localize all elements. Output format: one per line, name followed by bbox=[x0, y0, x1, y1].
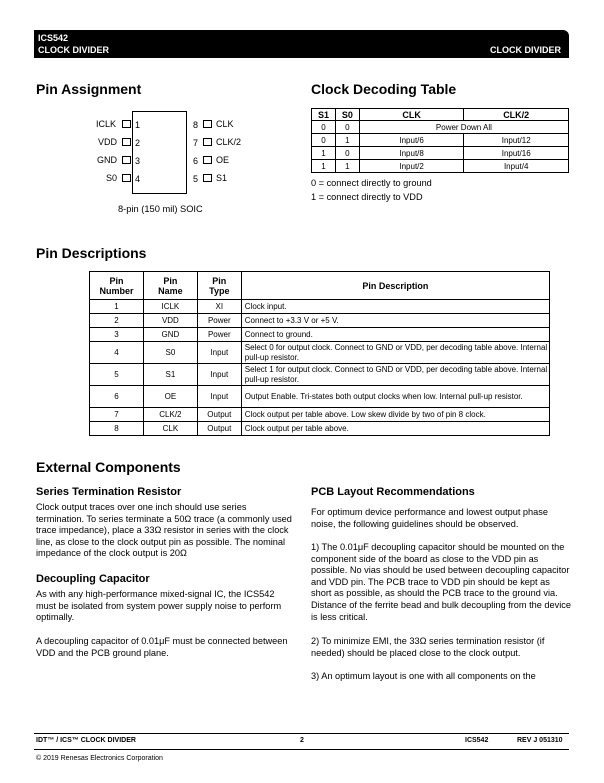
pin-assignment-title: Pin Assignment bbox=[36, 81, 142, 97]
table-row bbox=[90, 314, 550, 328]
decoding-header: S1 bbox=[312, 109, 336, 121]
pd-header: Pin Name bbox=[143, 272, 197, 300]
table-row bbox=[90, 386, 550, 408]
pd-header: Pin Type bbox=[197, 272, 241, 300]
table-row bbox=[90, 408, 550, 422]
decoding-cell: 0 bbox=[312, 121, 336, 134]
pin-left-number: 1 bbox=[135, 120, 141, 130]
decoding-header: S0 bbox=[335, 109, 359, 121]
header-product: ICS542 bbox=[38, 33, 69, 43]
table-row bbox=[312, 160, 569, 173]
chip-outline bbox=[132, 111, 187, 194]
pd-cell: S0 bbox=[143, 342, 197, 364]
decoding-cell: Input/6 bbox=[359, 134, 464, 147]
decoding-header: CLK/2 bbox=[464, 109, 569, 121]
table-row bbox=[90, 364, 550, 386]
pd-cell: 4 bbox=[90, 342, 144, 364]
pcb-layout-title: PCB Layout Recommendations bbox=[311, 486, 475, 498]
series-termination-title: Series Termination Resistor bbox=[36, 486, 182, 498]
decoding-cell: Input/4 bbox=[464, 160, 569, 173]
pd-cell: Connect to ground. bbox=[241, 328, 549, 342]
pd-cell: GND bbox=[143, 328, 197, 342]
pin-right-name: OE bbox=[216, 155, 230, 165]
table-row bbox=[90, 300, 550, 314]
table-row bbox=[312, 134, 569, 147]
decoding-cell: Input/2 bbox=[359, 160, 464, 173]
pd-cell: 2 bbox=[90, 314, 144, 328]
pin-right-number: 5 bbox=[193, 174, 199, 184]
pd-cell: 1 bbox=[90, 300, 144, 314]
pcb-item-1: 1) The 0.01μF decoupling capacitor should be mounted on the component side of the board as close to the VDD pin as possible. No vias should be used between decoupling capacitor and VDD pin. The PCB trace to VDD pin should be kept as short as possible, as should the PCB trace to the ground via. Distance of the ferrite bead and bulk decoupling from the device is less critical. bbox=[311, 542, 571, 622]
pd-cell: Clock output per table above. bbox=[241, 422, 549, 436]
pin-box bbox=[203, 156, 212, 164]
decoding-cell: Input/8 bbox=[359, 147, 464, 160]
pd-cell: ICLK bbox=[143, 300, 197, 314]
pin-right-number: 8 bbox=[193, 120, 199, 130]
pin-box bbox=[122, 138, 131, 146]
pd-cell: Output bbox=[197, 408, 241, 422]
pin-right-number: 6 bbox=[193, 156, 199, 166]
decoupling-text: A decoupling capacitor of 0.01μF must be connected between VDD and the PCB ground plane. bbox=[36, 636, 288, 658]
pd-cell: Select 0 for output clock. Connect to GND or VDD, per decoding table above. Internal pull-up resistor. bbox=[241, 342, 549, 364]
table-row bbox=[90, 422, 550, 436]
pd-cell: 3 bbox=[90, 328, 144, 342]
pin-left-name: ICLK bbox=[96, 119, 117, 129]
footer-copyright: © 2019 Renesas Electronics Corporation bbox=[36, 755, 163, 762]
decoding-cell: Input/16 bbox=[464, 147, 569, 160]
footer-doc-title: IDT™ / ICS™ CLOCK DIVIDER bbox=[36, 737, 136, 744]
pin-left-number: 2 bbox=[135, 138, 141, 148]
pin-box bbox=[122, 174, 131, 182]
pd-cell: VDD bbox=[143, 314, 197, 328]
pin-left-name: GND bbox=[97, 155, 117, 165]
decoding-cell: 1 bbox=[335, 160, 359, 173]
decoding-header: CLK bbox=[359, 109, 464, 121]
pin-right-number: 7 bbox=[193, 138, 199, 148]
header-bar bbox=[34, 30, 569, 58]
pin-right-name: CLK bbox=[216, 119, 234, 129]
pin-box bbox=[203, 120, 212, 128]
pd-header: Pin Number bbox=[90, 272, 144, 300]
table-row bbox=[90, 328, 550, 342]
footer-part: ICS542 bbox=[465, 737, 489, 744]
pd-cell: CLK/2 bbox=[143, 408, 197, 422]
pd-cell: Input bbox=[197, 364, 241, 386]
pd-cell: Power bbox=[197, 328, 241, 342]
decoding-note: 0 = connect directly to ground bbox=[311, 178, 432, 188]
external-components-title: External Components bbox=[36, 459, 181, 475]
decoding-cell: 1 bbox=[312, 147, 336, 160]
pin-right-name: S1 bbox=[216, 173, 228, 183]
decoding-cell: 0 bbox=[335, 121, 359, 134]
footer-revision: REV J 051310 bbox=[517, 737, 563, 744]
package-label: 8-pin (150 mil) SOIC bbox=[118, 204, 203, 214]
decoding-note: 1 = connect directly to VDD bbox=[311, 192, 423, 202]
pd-cell: Select 1 for output clock. Connect to GND or VDD, per decoding table above. Internal pull-up resistor. bbox=[241, 364, 549, 386]
decoding-cell: Input/12 bbox=[464, 134, 569, 147]
footer-rule bbox=[34, 733, 569, 734]
pin-box bbox=[203, 138, 212, 146]
pd-cell: XI bbox=[197, 300, 241, 314]
footer-page-number: 2 bbox=[300, 737, 304, 744]
pin-box bbox=[203, 174, 212, 182]
pin-descriptions-title: Pin Descriptions bbox=[36, 245, 147, 261]
pd-cell: 8 bbox=[90, 422, 144, 436]
pcb-item-2: 2) To minimize EMI, the 33Ω series termination resistor (if needed) should be placed close to the clock output. bbox=[311, 636, 545, 658]
pin-box bbox=[122, 156, 131, 164]
decoding-cell: 1 bbox=[312, 160, 336, 173]
decoding-cell: Power Down All bbox=[359, 121, 568, 134]
decoupling-title: Decoupling Capacitor bbox=[36, 573, 150, 585]
pin-left-name: VDD bbox=[98, 137, 118, 147]
pcb-item-3: 3) An optimum layout is one with all components on the bbox=[311, 671, 536, 681]
decoding-cell: 0 bbox=[335, 147, 359, 160]
pd-cell: Output bbox=[197, 422, 241, 436]
series-termination-text: Clock output traces over one inch should use series termination. To series terminate a 50Ω trace (a commonly used trace impedance), place a 33Ω resistor in series with the clock line, as close to the clock output pin as possible. The nominal impedance of the clock output is 20Ω bbox=[36, 502, 292, 559]
pd-cell: OE bbox=[143, 386, 197, 408]
pd-cell: 7 bbox=[90, 408, 144, 422]
header-right-title: CLOCK DIVIDER bbox=[489, 45, 561, 55]
pd-cell: 6 bbox=[90, 386, 144, 408]
table-row bbox=[90, 342, 550, 364]
footer-rule bbox=[34, 749, 569, 750]
decoding-table bbox=[311, 108, 569, 173]
pd-cell: Input bbox=[197, 386, 241, 408]
pin-descriptions-table bbox=[89, 271, 550, 436]
decoding-cell: 0 bbox=[312, 134, 336, 147]
pin-box bbox=[122, 120, 131, 128]
pd-header: Pin Description bbox=[241, 272, 549, 300]
pd-cell: Output Enable. Tri-states both output clocks when low. Internal pull-up resistor. bbox=[241, 386, 549, 408]
pd-cell: Power bbox=[197, 314, 241, 328]
decoupling-text: As with any high-performance mixed-signal IC, the ICS542 must be isolated from system power supply noise to perform optimally. bbox=[36, 589, 282, 623]
pin-left-number: 4 bbox=[135, 174, 141, 184]
table-row bbox=[312, 147, 569, 160]
table-row bbox=[312, 121, 569, 134]
decoding-table-title: Clock Decoding Table bbox=[311, 81, 457, 97]
header-left-title: CLOCK DIVIDER bbox=[38, 45, 110, 55]
pd-cell: Clock output per table above. Low skew divide by two of pin 8 clock. bbox=[241, 408, 549, 422]
pd-cell: Clock input. bbox=[241, 300, 549, 314]
pin-left-number: 3 bbox=[135, 156, 141, 166]
decoding-cell: 1 bbox=[335, 134, 359, 147]
pd-cell: S1 bbox=[143, 364, 197, 386]
pcb-intro: For optimum device performance and lowest output phase noise, the following guidelines should be observed. bbox=[311, 507, 548, 529]
pin-right-name: CLK/2 bbox=[216, 137, 242, 147]
pd-cell: 5 bbox=[90, 364, 144, 386]
pd-cell: Connect to +3.3 V or +5 V. bbox=[241, 314, 549, 328]
pin-left-name: S0 bbox=[106, 173, 118, 183]
pd-cell: Input bbox=[197, 342, 241, 364]
pd-cell: CLK bbox=[143, 422, 197, 436]
